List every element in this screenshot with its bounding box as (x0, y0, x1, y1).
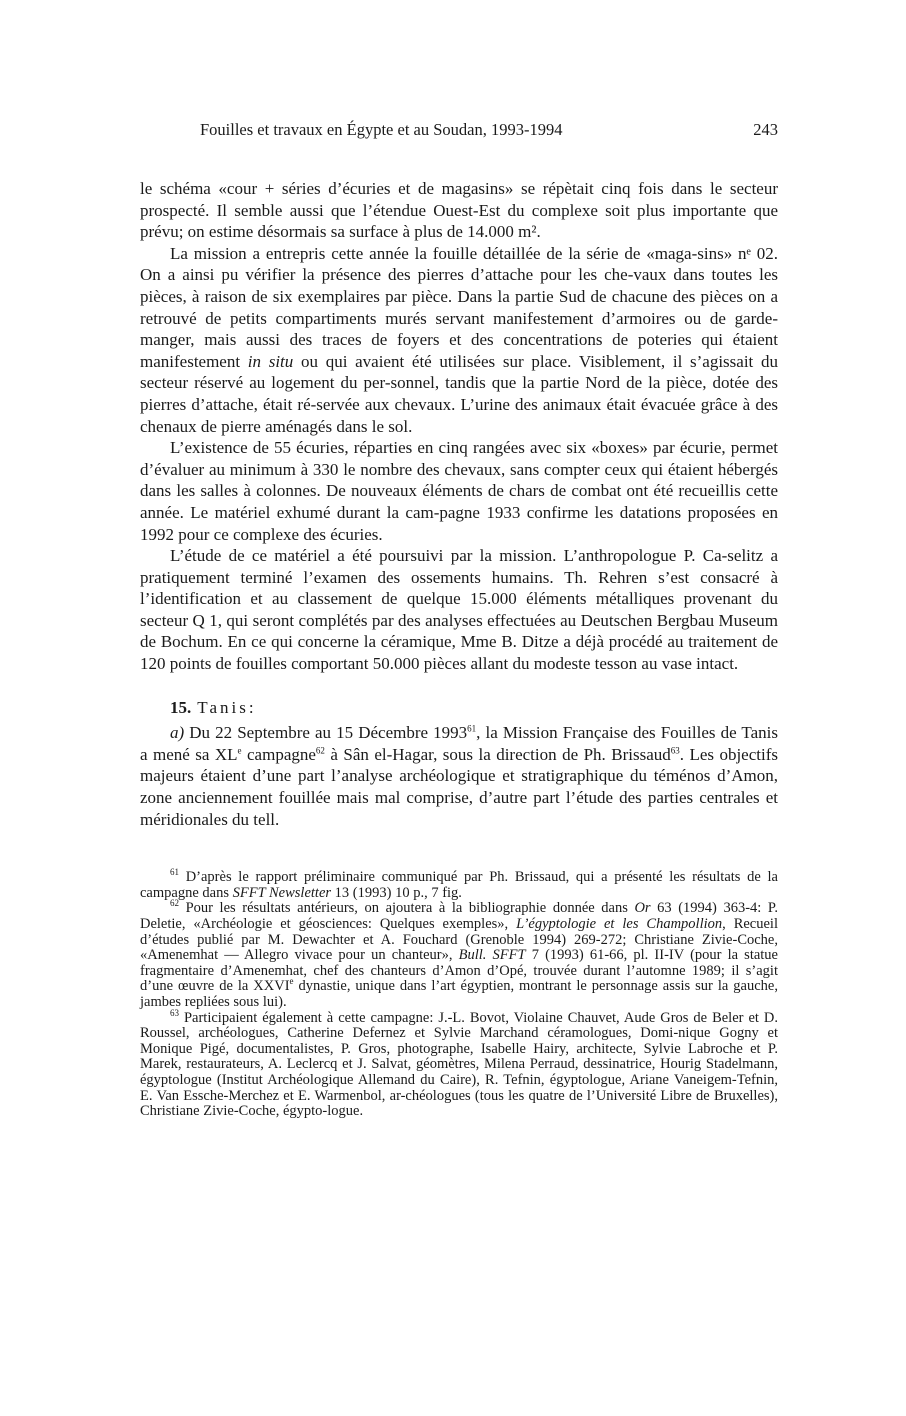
footnote-61-text-b: 13 (1993) 10 p., 7 fig. (331, 884, 462, 901)
footnote-62-mark: 62 (170, 898, 179, 909)
section-text-a1: Du 22 Septembre au 15 Décembre 1993 (184, 723, 468, 743)
document-page (140, 118, 778, 1120)
footnote-62 (140, 898, 778, 1010)
footnote-62-text-e: dynastie, unique dans l’art égyptien, montrant le personnage assis sur la gauche, jambes repliées sous lui). (140, 978, 778, 1010)
section-text-a2: , la Mission Française des Fouilles de Tanis a mené sa XL (140, 723, 778, 764)
page-number: 243 (753, 120, 778, 139)
section-body (140, 722, 778, 830)
section-name: Tanis: (197, 697, 257, 717)
paragraph-3 (140, 437, 778, 545)
footnote-61-text-a: D’après le rapport préliminaire communiqué par Ph. Brissaud, qui a présenté les résultats de la campagne dans (140, 869, 778, 901)
footnote-62-text-d: 7 (1993) 61-66, pl. II-IV (pour la statue fragmentaire d’Amenemhat, chef des chanteurs d’Amon d’Opé, trouvée durant l’automne 1989; il s’agit d’une œuvre de la XXVI (140, 947, 778, 995)
paragraph-2-text-a: La mission a entrepris cette année la fouille détaillée de la série de «maga-sins» nᵉ 02. On a ainsi pu vérifier la présence des pierres d’attache pour les che-vaux dans toutes les pièces, à raison de six exemplaires par pièce. Dans la partie Sud de chacune des pièces on a retrouvé de petits compartiments murés servant manifestement d’armoires ou de garde-manger, mais aussi des traces de foyers et des concentrations de poteries qui étaient manifestement (140, 243, 778, 371)
section-text-a4: à Sân el-Hagar, sous la direction de Ph. Brissaud (324, 744, 671, 764)
footnote-62-text-c: , Recueil d’études publié par M. Dewachter et A. Fouchard (Grenoble 1994) 269-272; Christiane Zivie-Coche, «Amenemhat — Allegro vivace pour un chanteur», (140, 916, 778, 964)
footnote-63-mark: 63 (170, 1007, 179, 1018)
paragraph-1 (140, 178, 778, 243)
running-header (140, 118, 778, 142)
paragraph-4 (140, 545, 778, 675)
footnote-63 (140, 1007, 778, 1120)
footnote-ref-61: 61 (467, 723, 477, 734)
body-text (140, 178, 778, 675)
footnote-61-italic: SFFT Newsletter (232, 884, 332, 901)
section-label-a: a) (170, 723, 185, 743)
footnote-ref-62: 62 (315, 745, 325, 756)
footnote-62-or: Or (634, 900, 651, 917)
section-heading (140, 697, 778, 719)
paragraph-2-italic: in situ (247, 351, 294, 371)
footnote-ref-63: 63 (670, 745, 680, 756)
paragraph-2-text-b: ou qui avaient été utilisées sur place. Visiblement, il s’agissait du secteur réservé au logement du per-sonnel, tandis que la partie Nord de la pièce, dotée des pierres d’attache, était ré-servée aux chevaux. L’urine des animaux était évacuée grâce à des chenaux de pierre aménagés dans le sol. (140, 351, 778, 436)
superscript-e: e (237, 745, 242, 756)
footnotes (140, 867, 778, 1120)
section-text-a5: . Les objectifs majeurs étaient d’une part l’analyse archéologique et stratigraphique du téménos d’Amon, zone anciennement fouillée mais mal comprise, d’autre part l’étude des parties centrales et méridionales du tell. (140, 744, 778, 829)
paragraph-4-text: L’étude de ce matériel a été poursuivi par la mission. L’anthropologue P. Ca-selitz a pratiquement terminé l’examen des ossements humains. Th. Rehren s’est consacré à l’identification et au classement de quelque 15.000 éléments métalliques provenant du secteur Q 1, qui seront complétés par des analyses effectuées au Deutschen Bergbau Museum de Bochum. En ce qui concerne la céramique, Mme B. Ditze a déjà procédé au traitement de 120 points de fouilles comportant 50.000 pièces allant du modeste tesson au vase intact. (140, 546, 778, 674)
section-paragraph-a (140, 722, 778, 830)
footnote-61 (140, 867, 778, 901)
paragraph-1-text: le schéma «cour + séries d’écuries et de magasins» se répètait cinq fois dans le secteur prospecté. Il semble aussi que l’étendue Ouest-Est du complexe soit plus importante que prévu; on estime désormais sa surface à plus de 14.000 m². (140, 179, 778, 242)
footnote-62-text-a: Pour les résultats antérieurs, on ajoutera à la bibliographie donnée dans (179, 900, 635, 917)
section-text-a3: campagne (241, 744, 316, 764)
footnote-63-text: Participaient également à cette campagne: J.-L. Bovot, Violaine Chauvet, Aude Gros de Beler et D. Roussel, archéologues, Catherine Defernez et Sylvie Marchand céramologues, Domi-nique Gogny et Monique Pigé, documentalistes, P. Gros, photographe, Isabelle Hairy, architecte, Sylvie Labroche et P. Marek, restaurateurs, A. Leclercq et J. Salvat, géomètres, Milena Perraud, dessinatrice, Hourig Stadelmann, égyptologue (Institut Archéologique Allemand du Caire), R. Tefnin, égyptologue, Ariane Vaneigem-Tefnin, E. Van Essche-Merchez et E. Warmenbol, ar-chéologues (tous les quatre de l’Université Libre de Bruxelles), Christiane Zivie-Coche, égypto-logue. (140, 1009, 778, 1120)
footnote-62-italic-1: L’égyptologie et les Champollion (516, 916, 723, 932)
paragraph-3-text: L’existence de 55 écuries, réparties en cinq rangées avec six «boxes» par écurie, permet d’évaluer au minimum à 330 le nombre des chevaux, sans compter ceux qui étaient hébergés dans les salles à colonnes. De nouveaux éléments de chars de combat ont été recueillis cette année. Le matériel exhumé durant la cam-pagne 1933 confirme les datations proposées en 1992 pour ce complexe des écuries. (140, 438, 778, 544)
section-number: 15. (170, 697, 192, 717)
footnote-61-mark: 61 (170, 867, 179, 878)
footnote-62-text-b: 63 (1994) 363-4: P. Deletie, «Archéologie et géosciences: Quelques exemples», (140, 900, 778, 932)
paragraph-2 (140, 243, 778, 437)
footnote-62-sup: e (289, 976, 294, 987)
footnote-62-italic-2: Bull. SFFT (458, 947, 526, 964)
running-title: Fouilles et travaux en Égypte et au Soudan, 1993-1994 (200, 120, 563, 139)
